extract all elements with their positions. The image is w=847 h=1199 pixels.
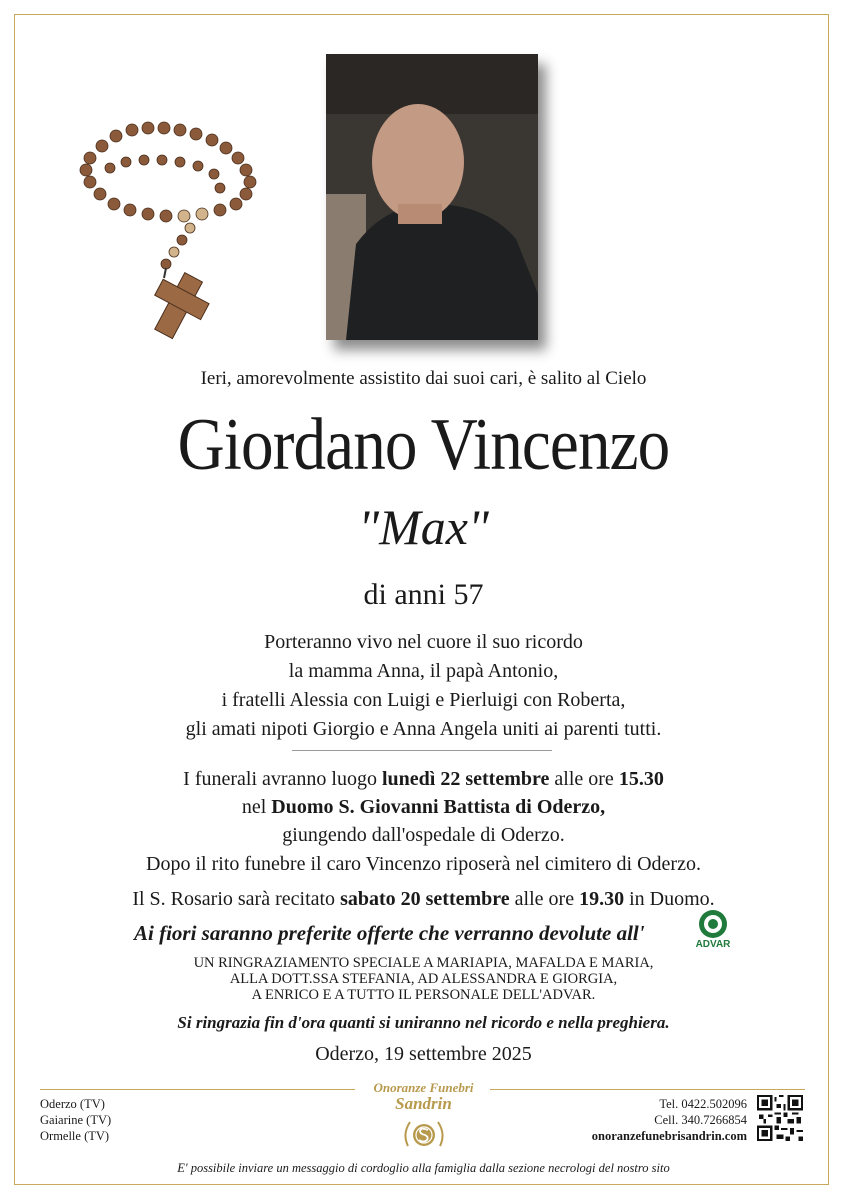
family-line: la mamma Anna, il papà Antonio, [288, 660, 559, 682]
funeral-date: lunedì 22 settembre [382, 768, 550, 790]
phone: Tel. 0422.502096 [659, 1097, 747, 1111]
location-item: Oderzo (TV) [40, 1097, 105, 1111]
age: di anni 57 [363, 578, 484, 611]
special-thanks [0, 955, 847, 1003]
funeral-place: Duomo S. Giovanni Battista di Oderzo, [271, 796, 606, 818]
sandrin-logo-icon [400, 1116, 448, 1154]
footer-line-right [490, 1089, 805, 1090]
funeral-details [0, 765, 847, 849]
divider [292, 750, 552, 751]
burial-text: Dopo il rito funebre il caro Vincenzo riposerà nel cimitero di Oderzo. [146, 853, 701, 875]
family-line: i fratelli Alessia con Luigi e Pierluigi con Roberta, [221, 689, 626, 711]
brand-line-2: Sandrin [395, 1094, 452, 1113]
family-line: Porteranno vivo nel cuore il suo ricordo [264, 631, 583, 653]
rosary-text-part: alle ore [509, 888, 580, 910]
deceased-name: Giordano Vincenzo [177, 404, 670, 486]
advar-label: ADVAR [695, 939, 731, 950]
footer-line-left [40, 1089, 355, 1090]
funeral-line-3: giungendo dall'ospedale di Oderzo. [282, 824, 565, 846]
flowers-note: Ai fiori saranno preferite offerte che verranno devolute all' [134, 921, 645, 945]
thanks-line: A ENRICO E A TUTTO IL PERSONALE DELL'ADVAR. [251, 987, 596, 1003]
funeral-line-1 [0, 765, 847, 793]
funeral-time: 15.30 [618, 768, 664, 790]
rosary-text-part: Il S. Rosario sarà recitato [132, 888, 341, 910]
funeral-text: nel [241, 796, 272, 818]
location-item: Gaiarine (TV) [40, 1113, 112, 1127]
location-item: Ormelle (TV) [40, 1129, 110, 1143]
place-date: Oderzo, 19 settembre 2025 [315, 1043, 532, 1065]
family-announcement [0, 628, 847, 744]
funeral-text: alle ore [549, 768, 619, 790]
thanks-line: ALLA DOTT.SSA STEFANIA, AD ALESSANDRA E GIORGIA, [229, 971, 618, 987]
mobile: Cell. 340.7266854 [654, 1113, 747, 1127]
branch-locations [40, 1096, 111, 1144]
rosary-time: 19.30 [579, 888, 625, 910]
contact-info [592, 1096, 747, 1144]
thanks-line: UN RINGRAZIAMENTO SPECIALE A MARIAPIA, MAFALDA E MARIA, [193, 955, 654, 971]
portrait-photo [326, 54, 538, 340]
brand-line-1: Onoranze Funebri [373, 1080, 474, 1095]
gratitude-note: Si ringrazia fin d'ora quanti si uniranno nel ricordo e nella preghiera. [177, 1013, 670, 1032]
condolence-note: E' possibile inviare un messaggio di cordoglio alla famiglia dalla sezione necrologi del nostro sito [177, 1161, 670, 1175]
intro-text: Ieri, amorevolmente assistito dai suoi cari, è salito al Cielo [200, 368, 647, 389]
family-line: gli amati nipoti Giorgio e Anna Angela uniti ai parenti tutti. [185, 718, 662, 740]
funeral-line-2 [0, 793, 847, 821]
rosary-icon [70, 118, 280, 348]
rosary-text-part: in Duomo. [624, 888, 715, 910]
nickname: "Max" [358, 499, 489, 555]
rosary-date: sabato 20 settembre [340, 888, 510, 910]
qr-code-icon [757, 1095, 803, 1141]
website-link[interactable]: onoranzefunebrisandrin.com [591, 1129, 747, 1143]
funeral-text: I funerali avranno luogo [183, 768, 382, 790]
portrait-illustration [326, 54, 538, 340]
